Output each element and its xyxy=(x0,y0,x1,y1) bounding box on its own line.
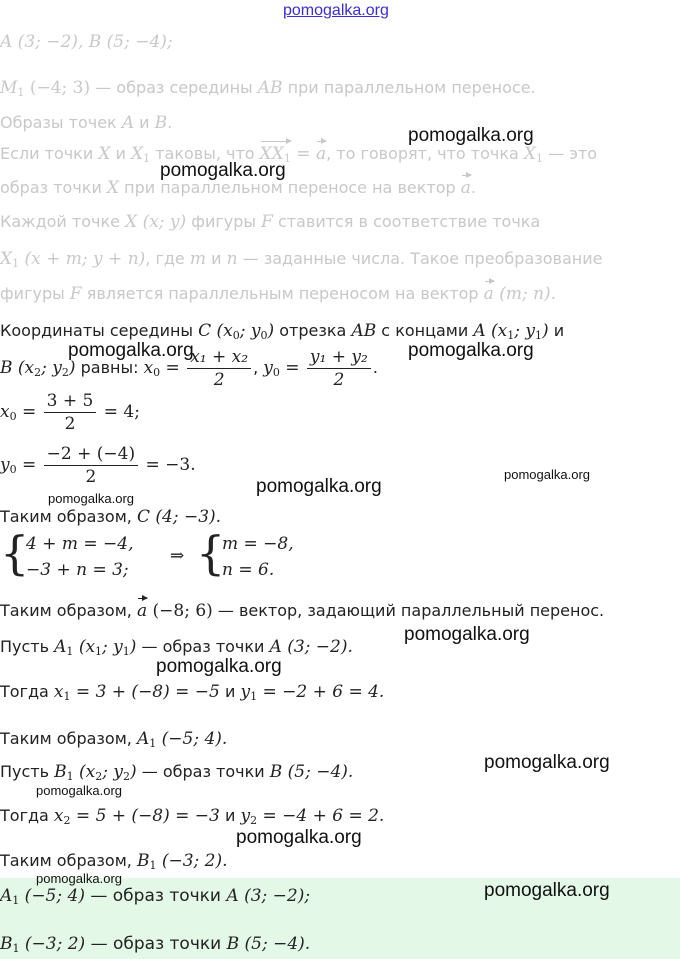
faded-f: F xyxy=(261,212,273,232)
answer-point-b: B (5; −4). xyxy=(226,934,311,954)
faded-images-line xyxy=(0,113,172,133)
point-b: B ($x_2$; $y_2$) xyxy=(0,358,76,379)
faded-text: таковы, что xyxy=(150,144,260,163)
text: — образ точки xyxy=(84,886,227,906)
faded-text: и xyxy=(110,144,132,163)
faded-a: A xyxy=(121,113,135,133)
watermark: pomogalka.org xyxy=(484,880,610,901)
equals: = xyxy=(160,358,186,378)
faded-text: — это xyxy=(543,144,598,163)
faded-text: фигуры xyxy=(0,284,70,303)
fraction-y-mid: $\frac{\text{y₁ + y₂}}{2}$ xyxy=(307,346,371,391)
answer-a1: $A_1$ (−5; 4) xyxy=(0,886,85,907)
text: Таким образом, xyxy=(0,507,137,526)
point-a1: $A_1$ ($x_1$; $y_1$) xyxy=(54,637,137,658)
text: , xyxy=(253,358,264,377)
faded-points-text: A (3; −2), B (5; −4); xyxy=(0,32,173,52)
x0: $x_0$ xyxy=(143,358,161,379)
faded-ab: AB xyxy=(257,78,283,98)
image-a-result xyxy=(0,729,227,750)
faded-text: — заданные числа. Такое преобразование xyxy=(237,249,603,268)
implies-arrow: ⇒ xyxy=(170,546,185,566)
faded-text: , то говорят, что точка xyxy=(326,144,524,163)
watermark: pomogalka.org xyxy=(236,827,362,848)
faded-text: является параллельным переносом на вектор xyxy=(81,284,484,303)
faded-x: X xyxy=(98,144,111,164)
faded-midpoint-line xyxy=(0,78,536,99)
faded-text: при параллельном переносе. xyxy=(282,78,536,97)
fraction-y0: $\frac{-2 + (-4)}{2}$ xyxy=(44,443,138,488)
fraction-x0: $\frac{3 + 5}{2}$ xyxy=(44,390,97,435)
equals: = xyxy=(16,402,42,422)
watermark: pomogalka.org xyxy=(156,656,282,677)
faded-text: Каждой точке xyxy=(0,212,126,231)
x0-calculation xyxy=(0,390,140,435)
image-a-intro xyxy=(0,637,353,658)
vector-result xyxy=(0,601,604,621)
text: Таким образом, xyxy=(0,601,137,620)
left-brace: { xyxy=(0,526,30,580)
x2-calc: $x_2 = 5 + (-8) = -3$ xyxy=(53,806,220,827)
faded-coords: (x + m; y + n) xyxy=(19,249,146,269)
watermark: pomogalka.org xyxy=(504,467,590,482)
x1-calc: $x_1 = 3 + (-8) = -5$ xyxy=(53,682,220,703)
faded-text: фигуры xyxy=(186,212,262,231)
equation-n: −3 + n = 3; xyxy=(26,560,129,580)
watermark: pomogalka.org xyxy=(408,340,534,361)
faded-m1-coords: (−4; 3) xyxy=(24,78,91,98)
watermark: pomogalka.org xyxy=(160,160,286,181)
faded-mapping-line-2 xyxy=(0,249,602,270)
text: и xyxy=(548,321,565,340)
faded-b: B xyxy=(154,113,168,133)
site-link-top[interactable]: pomogalka.org xyxy=(283,2,389,19)
point-c-value: C (4; −3). xyxy=(136,507,222,527)
equation-m: 4 + m = −4, xyxy=(26,534,134,554)
image-a-calc xyxy=(0,682,384,703)
faded-text: Если точки xyxy=(0,144,99,163)
faded-text: при параллельном переносе на вектор xyxy=(119,178,461,197)
y0: $y_0$ xyxy=(263,358,280,379)
faded-x: X xyxy=(106,178,120,198)
point-b: B (5; −4). xyxy=(269,762,354,782)
solution-n: n = 6. xyxy=(222,560,275,580)
faded-text: . xyxy=(470,178,476,197)
faded-text: и xyxy=(205,249,227,268)
equals: = xyxy=(279,358,305,378)
watermark: pomogalka.org xyxy=(256,476,382,497)
faded-vector-a: a xyxy=(483,284,494,304)
answer-a xyxy=(0,886,310,907)
faded-text: ставится в соответствие точка xyxy=(272,212,541,231)
text: Пусть xyxy=(0,637,55,656)
faded-vector-a: a xyxy=(315,144,327,164)
text: — образ точки xyxy=(136,762,270,781)
faded-x1: $X_1$ xyxy=(131,144,151,165)
y1-calc: $y_1 = -2 + 6 = 4$. xyxy=(240,682,385,703)
text: Пусть xyxy=(0,762,55,781)
result: = 4; xyxy=(98,402,140,422)
faded-text: — образ середины xyxy=(90,78,258,97)
watermark: pomogalka.org xyxy=(484,752,610,773)
watermark: pomogalka.org xyxy=(68,340,194,361)
watermark: pomogalka.org xyxy=(408,125,534,146)
equals: = xyxy=(16,455,42,475)
faded-text: Образы точек xyxy=(0,113,122,132)
watermark: pomogalka.org xyxy=(36,871,122,886)
faded-mapping-line-1 xyxy=(0,212,540,232)
text: Тогда xyxy=(0,806,54,825)
text: и xyxy=(219,806,241,825)
point-c: C ($x_0$; $y_0$) xyxy=(198,321,275,342)
vector-coords: (−8; 6) xyxy=(147,601,213,621)
point-a1-value: $A_1$ (−5; 4). xyxy=(136,729,228,750)
text: Тогда xyxy=(0,682,54,701)
image-b-intro xyxy=(0,762,353,783)
faded-m1: $M_1$ xyxy=(0,78,25,99)
watermark: pomogalka.org xyxy=(36,783,122,798)
faded-coords: (m; n). xyxy=(493,284,557,304)
faded-text: , где xyxy=(145,249,190,268)
text: Таким образом, xyxy=(0,851,137,870)
text: — образ точки xyxy=(85,934,227,954)
text: и xyxy=(219,682,241,701)
segment-ab: AB xyxy=(351,321,377,341)
result: = −3. xyxy=(140,455,196,475)
faded-n: n xyxy=(226,249,238,269)
text: равны: xyxy=(75,358,144,377)
answer-point-a: A (3; −2); xyxy=(226,886,311,906)
text: отрезка xyxy=(274,321,352,340)
y2-calc: $y_2 = -4 + 6 = 2$. xyxy=(240,806,385,827)
faded-mapping-line-3 xyxy=(0,284,556,304)
faded-points-line xyxy=(0,32,173,52)
faded-vector-a: a xyxy=(460,178,471,198)
faded-f: F xyxy=(69,284,82,304)
vector-a: a xyxy=(136,601,148,621)
faded-text: образ точки xyxy=(0,178,107,197)
answer-b xyxy=(0,934,310,955)
faded-vector-xx1: $XX_1$ xyxy=(259,144,291,165)
point-b1-value: $B_1$ (−3; 2). xyxy=(136,851,228,872)
text: с концами xyxy=(376,321,474,340)
faded-point-x: X (x; y) xyxy=(125,212,187,232)
y0: $y_0$ xyxy=(0,455,17,476)
text: Координаты середины xyxy=(0,321,199,340)
faded-text: = xyxy=(290,144,316,164)
point-a: A ($x_1$; $y_1$) xyxy=(473,321,549,342)
x0: $x_0$ xyxy=(0,402,17,423)
faded-text: и xyxy=(134,113,155,132)
midpoint-sentence-line-1 xyxy=(0,321,564,342)
point-b1: $B_1$ ($x_2$; $y_2$) xyxy=(54,762,137,783)
right-brace: { xyxy=(196,526,226,580)
watermark: pomogalka.org xyxy=(48,491,134,506)
watermark: pomogalka.org xyxy=(404,624,530,645)
faded-definition-line-1 xyxy=(0,144,597,165)
image-b-calc xyxy=(0,806,384,827)
text: Таким образом, xyxy=(0,729,137,748)
faded-m: m xyxy=(189,249,206,269)
fraction-x-mid: $\frac{\text{x₁ + x₂}}{2}$ xyxy=(187,346,251,391)
text: . xyxy=(372,358,378,377)
point-a: A (3; −2). xyxy=(269,637,353,657)
text: — вектор, задающий параллельный перенос. xyxy=(212,601,605,620)
faded-x1b: $X_1$ xyxy=(523,144,544,165)
answer-b1: $B_1$ (−3; 2) xyxy=(0,934,86,955)
faded-text: . xyxy=(167,113,173,132)
y0-calculation xyxy=(0,443,196,488)
image-b-result xyxy=(0,851,228,872)
midpoint-result xyxy=(0,507,221,527)
faded-x1: $X_1$ xyxy=(0,249,20,270)
text: — образ точки xyxy=(136,637,270,656)
equation-system xyxy=(0,526,320,584)
solution-m: m = −8, xyxy=(222,534,294,554)
